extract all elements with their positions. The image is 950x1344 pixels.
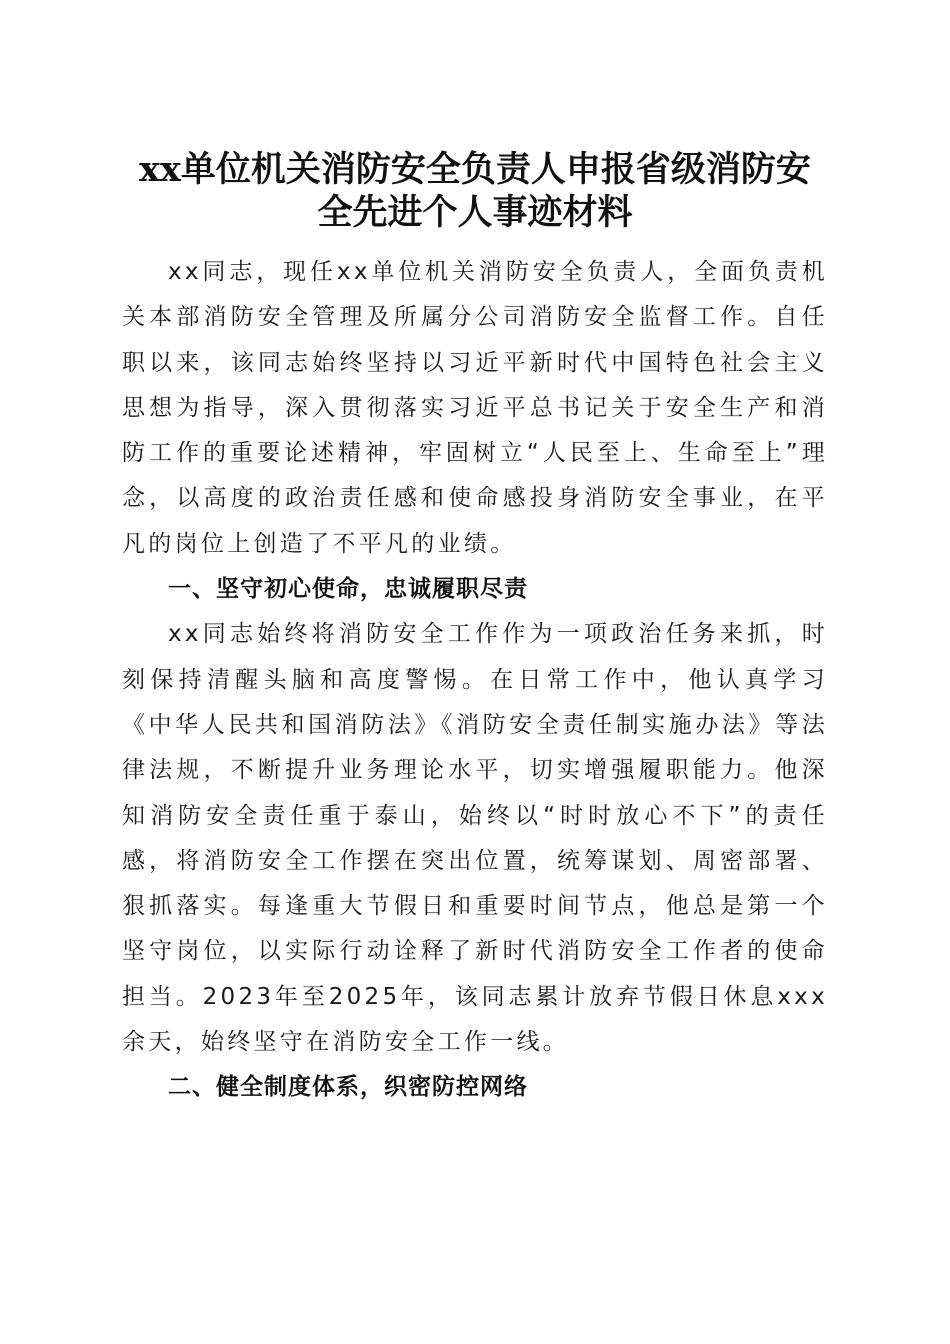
section-1-heading: 一、坚守初心使命，忠诚履职尽责	[168, 576, 528, 603]
intro-paragraph: xx同志，现任xx单位机关消防安全负责人，全面负责机关本部消防安全管理及所属分公司消防安全监督工作。自任职以来，该同志始终坚持以习近平新时代中国特色社会主义思想为指导，深入贯彻落实习近平总书记关于安全生产和消防工作的重要论述精神，牢固树立“人民至上、生命至上”理念，以高度的政治责任感和使命感投身消防安全事业，在平凡的岗位上创造了不平凡的业绩。	[122, 259, 828, 557]
document-body	[122, 250, 828, 1111]
document-title-line-1: xx单位机关消防安全负责人申报省级消防安	[139, 149, 811, 190]
section-1-paragraph: xx同志始终将消防安全工作作为一项政治任务来抓，时刻保持清醒头脑和高度警惕。在日常工作中，他认真学习《中华人民共和国消防法》《消防安全责任制实施办法》等法律法规，不断提升业务理论水平，切实增强履职能力。他深知消防安全责任重于泰山，始终以“时时放心不下”的责任感，将消防安全工作摆在突出位置，统筹谋划、周密部署、狠抓落实。每逢重大节假日和重要时间节点，他总是第一个坚守岗位，以实际行动诠释了新时代消防安全工作者的使命担当。2023年至2025年，该同志累计放弃节假日休息xxx余天，始终坚守在消防安全工作一线。	[122, 621, 828, 1056]
document-title-line-2: 全先进个人事迹材料	[317, 192, 633, 233]
section-2-heading: 二、健全制度体系，织密防控网络	[168, 1074, 528, 1101]
